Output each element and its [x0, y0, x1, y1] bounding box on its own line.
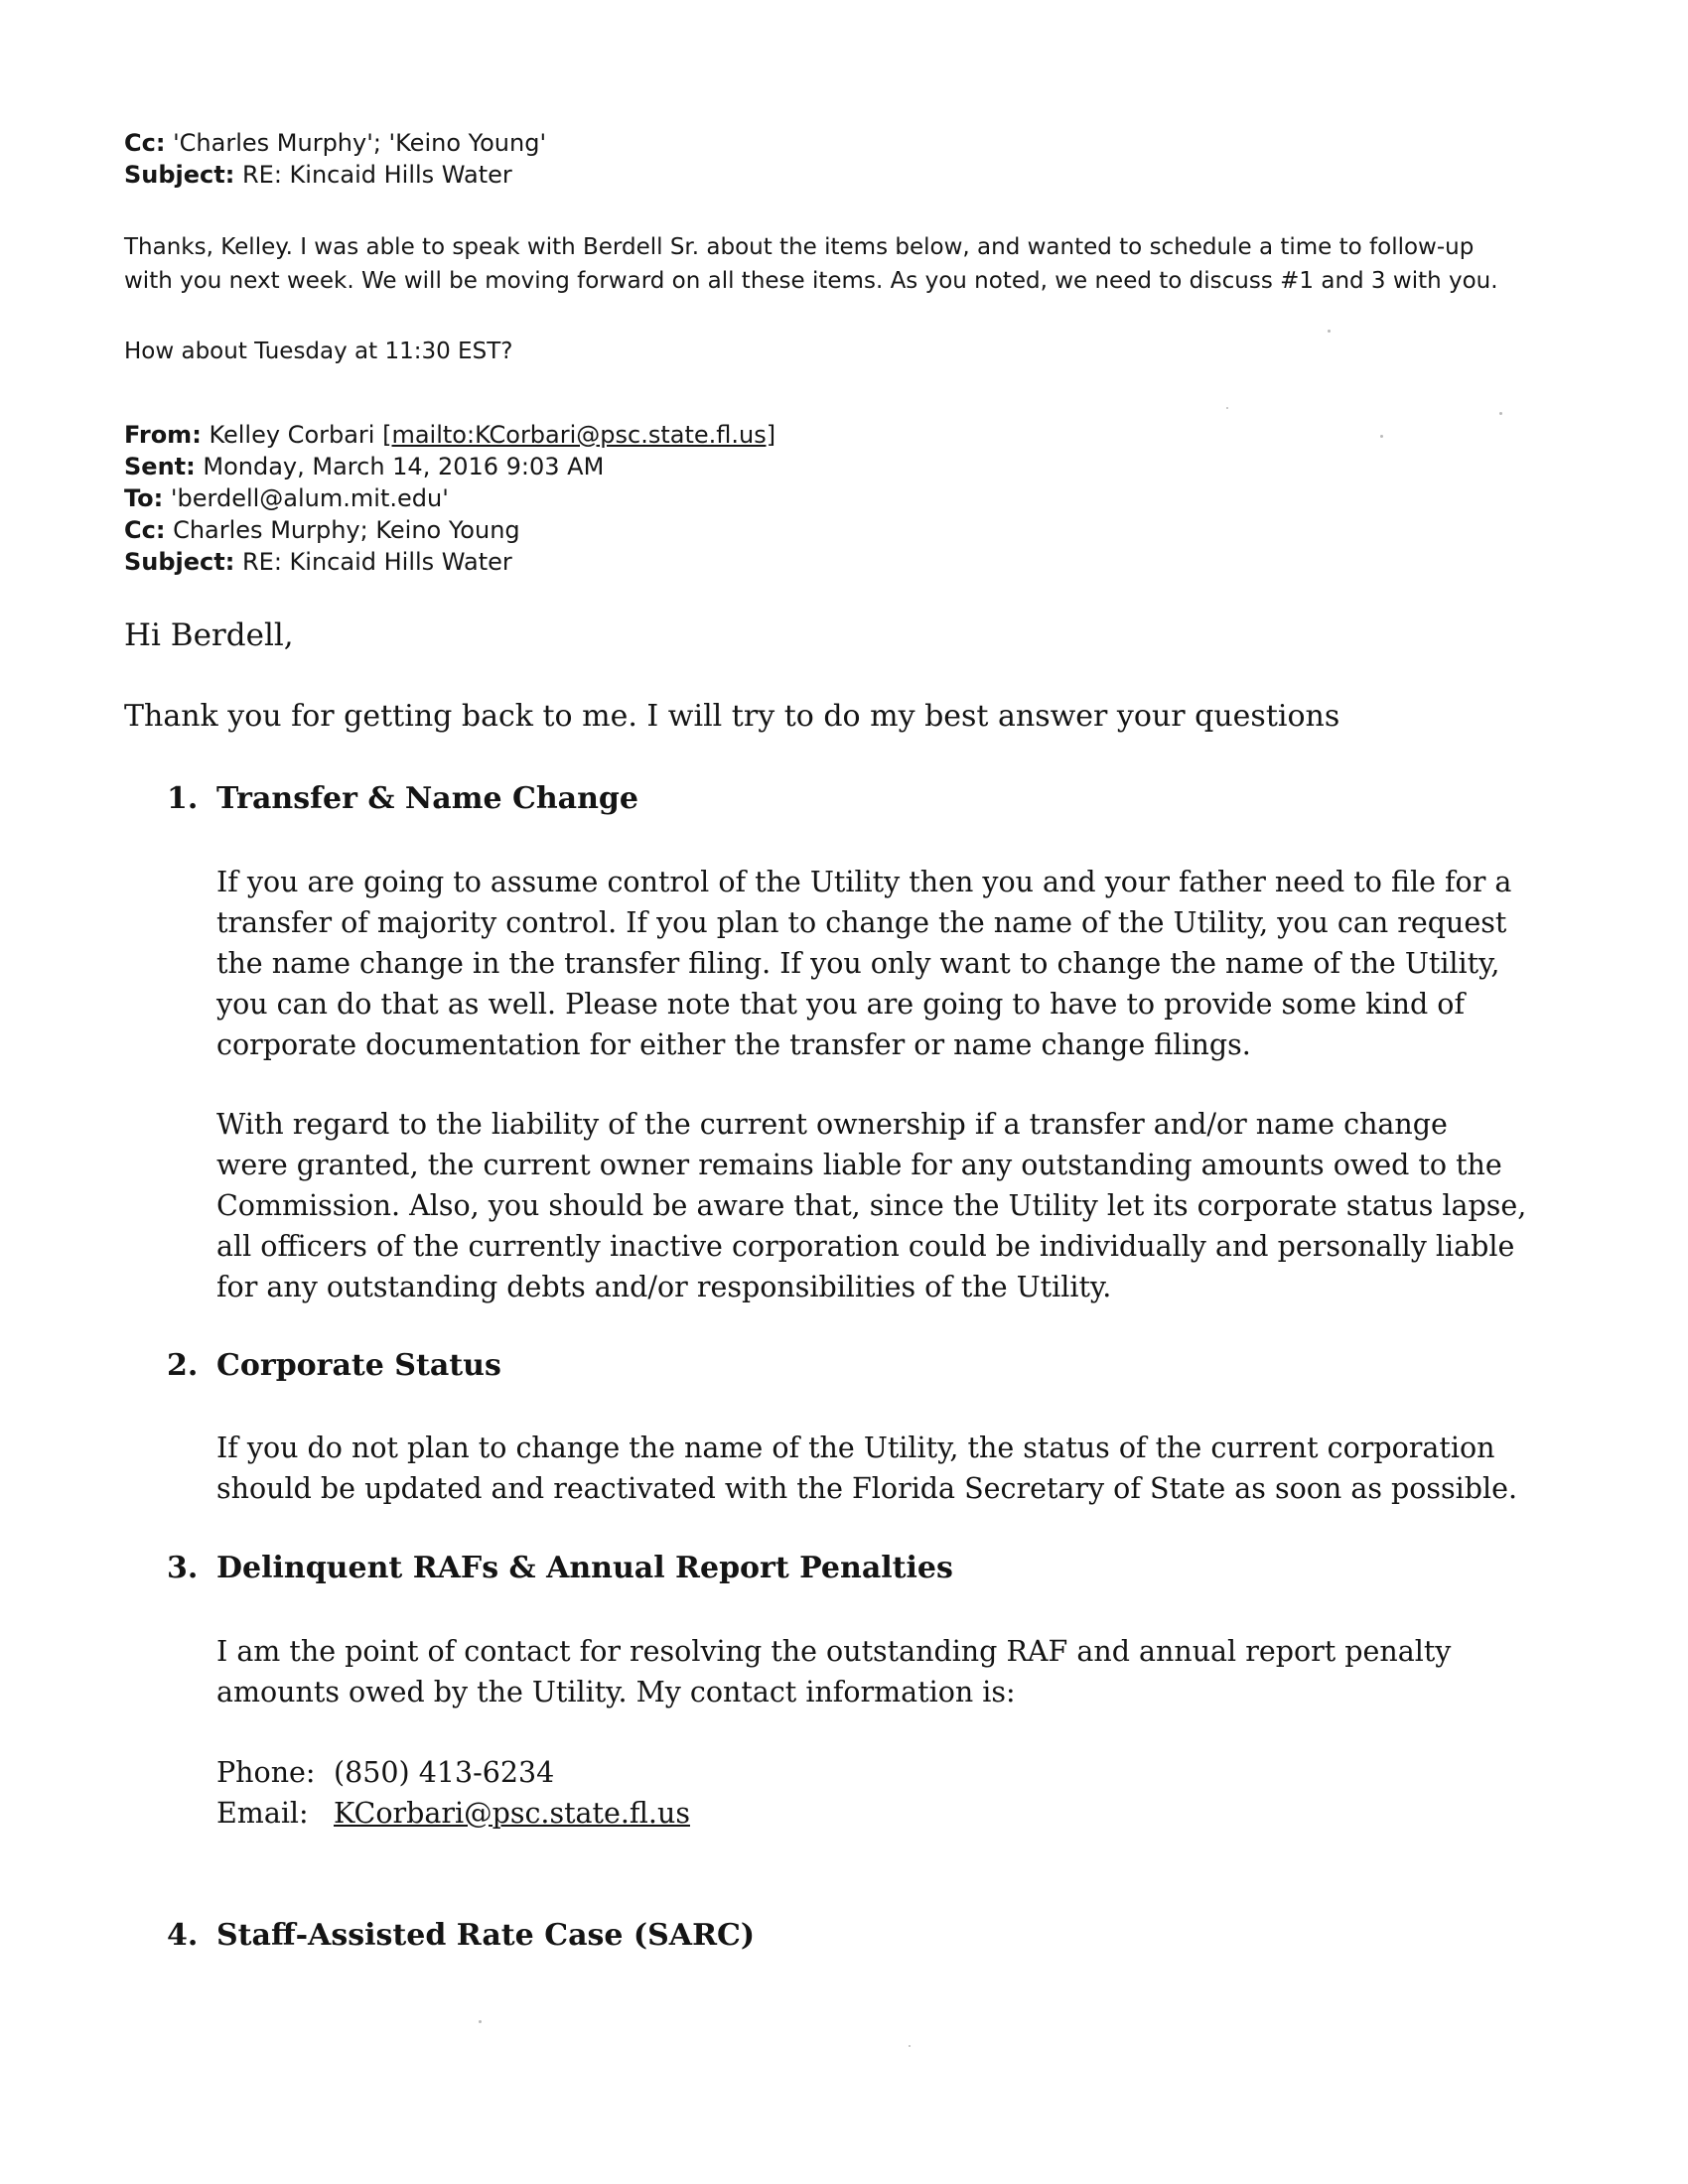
email-label: Email:	[216, 1797, 309, 1830]
section-heading-2	[167, 1346, 501, 1386]
cc-value: 'Charles Murphy'; 'Keino Young'	[173, 129, 547, 157]
from-value: Kelley Corbari	[209, 421, 375, 449]
section-1-paragraph-2	[216, 1104, 1587, 1307]
section-number: 3.	[167, 1551, 199, 1585]
text-line: all officers of the currently inactive corporation could be individually and personally liable	[216, 1230, 1515, 1263]
email-header-original	[124, 419, 775, 578]
email-link[interactable]: KCorbari@psc.state.fl.us	[334, 1797, 690, 1830]
text-line: the name change in the transfer filing. If you only want to change the name of the Utility,	[216, 947, 1500, 980]
subject-label: Subject:	[124, 548, 235, 576]
section-title: Delinquent RAFs & Annual Report Penalties	[216, 1551, 953, 1585]
section-heading-4	[167, 1916, 755, 1956]
to-label: To:	[124, 484, 164, 512]
greeting: Hi Berdell,	[124, 617, 294, 653]
intro-line: Thank you for getting back to me. I will try to do my best answer your questions	[124, 699, 1340, 734]
scan-speck	[909, 2045, 911, 2047]
email-row	[216, 1793, 1587, 1834]
text-line: corporate documentation for either the transfer or name change filings.	[216, 1028, 1251, 1061]
text-line: Commission. Also, you should be aware that, since the Utility let its corporate status lapse,	[216, 1189, 1527, 1222]
subject-value: RE: Kincaid Hills Water	[242, 548, 512, 576]
scan-speck	[1328, 330, 1331, 333]
cc-label: Cc:	[124, 129, 166, 157]
email-header-previous	[124, 127, 546, 191]
text-line: for any outstanding debts and/or responsibilities of the Utility.	[216, 1271, 1112, 1303]
text-line: If you are going to assume control of the Utility then you and your father need to file for a	[216, 866, 1512, 898]
reply-line-2: with you next week. We will be moving forward on all these items. As you noted, we need to discuss #1 and 3 with you.	[124, 268, 1498, 294]
sent-value: Monday, March 14, 2016 9:03 AM	[203, 453, 605, 480]
from-row	[124, 419, 775, 451]
text-line: were granted, the current owner remains liable for any outstanding amounts owed to the	[216, 1149, 1502, 1181]
section-1-paragraph-1	[216, 862, 1587, 1065]
to-value: 'berdell@alum.mit.edu'	[170, 484, 449, 512]
phone-value: (850) 413-6234	[334, 1756, 555, 1789]
section-title: Staff-Assisted Rate Case (SARC)	[216, 1918, 756, 1953]
text-line: If you do not plan to change the name of the Utility, the status of the current corporation	[216, 1432, 1495, 1464]
to-row	[124, 482, 775, 514]
cc-label: Cc:	[124, 516, 166, 544]
cc-row	[124, 127, 546, 159]
phone-row	[216, 1752, 1587, 1793]
text-line: With regard to the liability of the current ownership if a transfer and/or name change	[216, 1108, 1448, 1141]
cc-row	[124, 514, 775, 546]
section-number: 2.	[167, 1348, 199, 1383]
reply-question: How about Tuesday at 11:30 EST?	[124, 339, 513, 364]
text-line: amounts owed by the Utility. My contact information is:	[216, 1676, 1016, 1708]
scan-speck	[1226, 407, 1228, 409]
section-number: 1.	[167, 781, 199, 816]
subject-row	[124, 546, 775, 578]
section-number: 4.	[167, 1918, 199, 1953]
scan-speck	[479, 2020, 482, 2023]
text-line: you can do that as well. Please note that you are going to have to provide some kind of	[216, 988, 1466, 1021]
sent-row	[124, 451, 775, 482]
text-line: I am the point of contact for resolving the outstanding RAF and annual report penalty	[216, 1635, 1452, 1668]
section-title: Transfer & Name Change	[216, 781, 638, 816]
scan-speck	[1499, 412, 1502, 415]
contact-info	[216, 1752, 1587, 1834]
section-3-paragraph	[216, 1631, 1587, 1712]
reply-paragraph	[124, 230, 1614, 298]
phone-label: Phone:	[216, 1756, 316, 1789]
text-line: should be updated and reactivated with the Florida Secretary of State as soon as possible.	[216, 1472, 1518, 1505]
subject-row	[124, 159, 546, 191]
from-label: From:	[124, 421, 202, 449]
subject-label: Subject:	[124, 161, 235, 189]
section-heading-3	[167, 1549, 953, 1588]
subject-value: RE: Kincaid Hills Water	[242, 161, 512, 189]
text-line: transfer of majority control. If you plan to change the name of the Utility, you can request	[216, 906, 1507, 939]
scan-speck	[1380, 435, 1383, 438]
section-2-paragraph	[216, 1428, 1587, 1509]
from-mailto-link[interactable]: [mailto:KCorbari@psc.state.fl.us]	[382, 421, 776, 449]
section-heading-1	[167, 779, 638, 819]
reply-line-1: Thanks, Kelley. I was able to speak with Berdell Sr. about the items below, and wanted to schedule a time to follow-up	[124, 234, 1475, 260]
cc-value: Charles Murphy; Keino Young	[173, 516, 520, 544]
sent-label: Sent:	[124, 453, 196, 480]
section-title: Corporate Status	[216, 1348, 501, 1383]
